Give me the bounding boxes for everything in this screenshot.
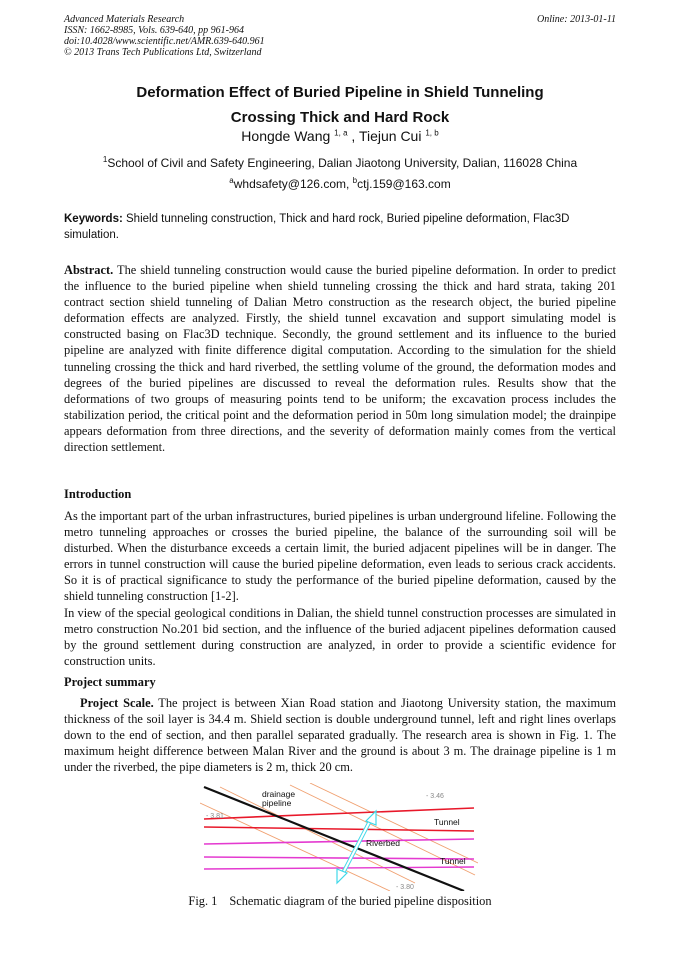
abstract	[64, 262, 616, 455]
project-heading: Project summary	[64, 675, 156, 689]
title-line-1: Deformation Effect of Buried Pipeline in Shield Tunneling	[136, 84, 544, 101]
label-drainage: drainage	[262, 789, 296, 799]
author-list	[64, 128, 616, 144]
author-sep: ,	[347, 128, 359, 144]
email-b: ctj.159@163.com	[357, 177, 451, 191]
issn-line: ISSN: 1662-8985, Vols. 639-640, pp 961-964	[64, 25, 244, 36]
label-riverbed: Riverbed	[366, 838, 401, 848]
title-line-2: Crossing Thick and Hard Rock	[230, 109, 450, 126]
label-tunnel-top: Tunnel	[434, 817, 460, 827]
email-a: whdsafety@126.com,	[233, 177, 350, 191]
affiliation	[64, 155, 616, 170]
abstract-label: Abstract.	[64, 263, 114, 277]
doi-line: doi:10.4028/www.scientific.net/AMR.639-640.961	[64, 36, 265, 47]
project-scale-paragraph	[64, 695, 616, 775]
intro-paragraph-1: As the important part of the urban infrastructures, buried pipelines is urban underground lifeline. Following the metro tunneling approaches or crosses the buried pipeline, the balance of the surrounding soil will be disturbed. When the disturbance exceeds a certain limit, the buried adjacent pipelines will be in danger. The errors in tunnel construction will cause the buried pipeline deformation, even leads to serious crack accidents. So it is of practical significance to study the performance of the buried pipeline deformation, caused by the shield tunneling construction [1-2].	[64, 509, 616, 604]
email-a-sup: a	[229, 176, 234, 185]
label-elev-346: - 3.46	[426, 793, 444, 800]
author-2-sup: 1, b	[425, 128, 439, 138]
online-date: Online: 2013-01-11	[537, 14, 616, 25]
author-1: Hongde Wang	[241, 128, 331, 144]
author-1-sup: 1, a	[334, 128, 348, 138]
project-scale-text: The project is between Xian Road station and Jiaotong University station, the maximum thickness of the soil layer is 34.4 m. Shield section is double underground tunnel, left and right lines overlaps down to the end of section, and then parallel separated gradually. The research area is shown in Fig. 1. The maximum height difference between Malan River and the ground is about 3 m. The drainage pipeline is 1 m under the riverbed, the pipe diameters is 2 m, thick 20 cm.	[64, 696, 617, 775]
copyright-line: © 2013 Trans Tech Publications Ltd, Switzerland	[64, 47, 262, 58]
caption-fig-label: Fig. 1	[188, 894, 218, 908]
intro-paragraph-2: In view of the special geological conditions in Dalian, the shield tunnel construction processes are simulated in metro construction No.201 bid section, and the influence of the buried adjacent pipelines deformation caused by the ground settlement during construction are analyzed, in order to provide a scientific evidence for construction units.	[64, 606, 616, 669]
keywords-label: Keywords:	[64, 213, 123, 225]
figure-1-caption	[64, 894, 616, 909]
label-tunnel-bottom: Tunnel	[440, 856, 466, 866]
email-b-sup: b	[352, 176, 358, 185]
keywords	[64, 211, 616, 243]
author-emails	[64, 176, 616, 191]
caption-text: Schematic diagram of the buried pipeline disposition	[229, 894, 492, 908]
intro-heading: Introduction	[64, 487, 132, 501]
label-elev-380: - 3.80	[396, 884, 414, 891]
journal-name: Advanced Materials Research	[64, 14, 185, 25]
journal-header	[64, 14, 616, 58]
paper-title	[64, 80, 616, 130]
author-2: Tiejun Cui	[358, 128, 422, 144]
affiliation-sup: 1	[102, 155, 108, 164]
label-elev-381: - 3.81	[206, 813, 224, 820]
project-scale-label: Project Scale.	[80, 696, 154, 710]
abstract-text: The shield tunneling construction would cause the buried pipeline deformation. In order to predict the influence to the buried pipeline when shield tunneling crossing the thick and hard strata, taking 201 contract section shield tunneling of Dalian Metro construction as the research object, the buried pipeline deformation effects are analyzed. Firstly, the shield tunnel excavation and support simulating model is constructed basing on Flac3D technique. Secondly, the ground settlement and its influence to the buried pipeline are analyzed with finite difference digital computation. According to the simulation for the shield tunneling crossing the thick and hard riverbed, the settling volume of the ground, the deformation modes and degrees of the buried pipelines are discussed to reveal the deformation rules. Results show that the deformations of two groups of measuring points tend to be uniform; the excavation process includes the stabilization period, the critical point and the deformation period in 50m long simulation model; the drainpipe appears deformation from three directions, and the severity of deformation mainly comes from the vertical direction settlement.	[64, 263, 616, 455]
affiliation-text: School of Civil and Safety Engineering, Dalian Jiaotong University, Dalian, 116028 China	[107, 156, 578, 170]
keywords-text: Shield tunneling construction, Thick and hard rock, Buried pipeline deformation, Flac3D simulation.	[64, 213, 570, 241]
label-pipeline: pipeline	[262, 798, 292, 808]
figure-1-diagram	[200, 783, 478, 891]
